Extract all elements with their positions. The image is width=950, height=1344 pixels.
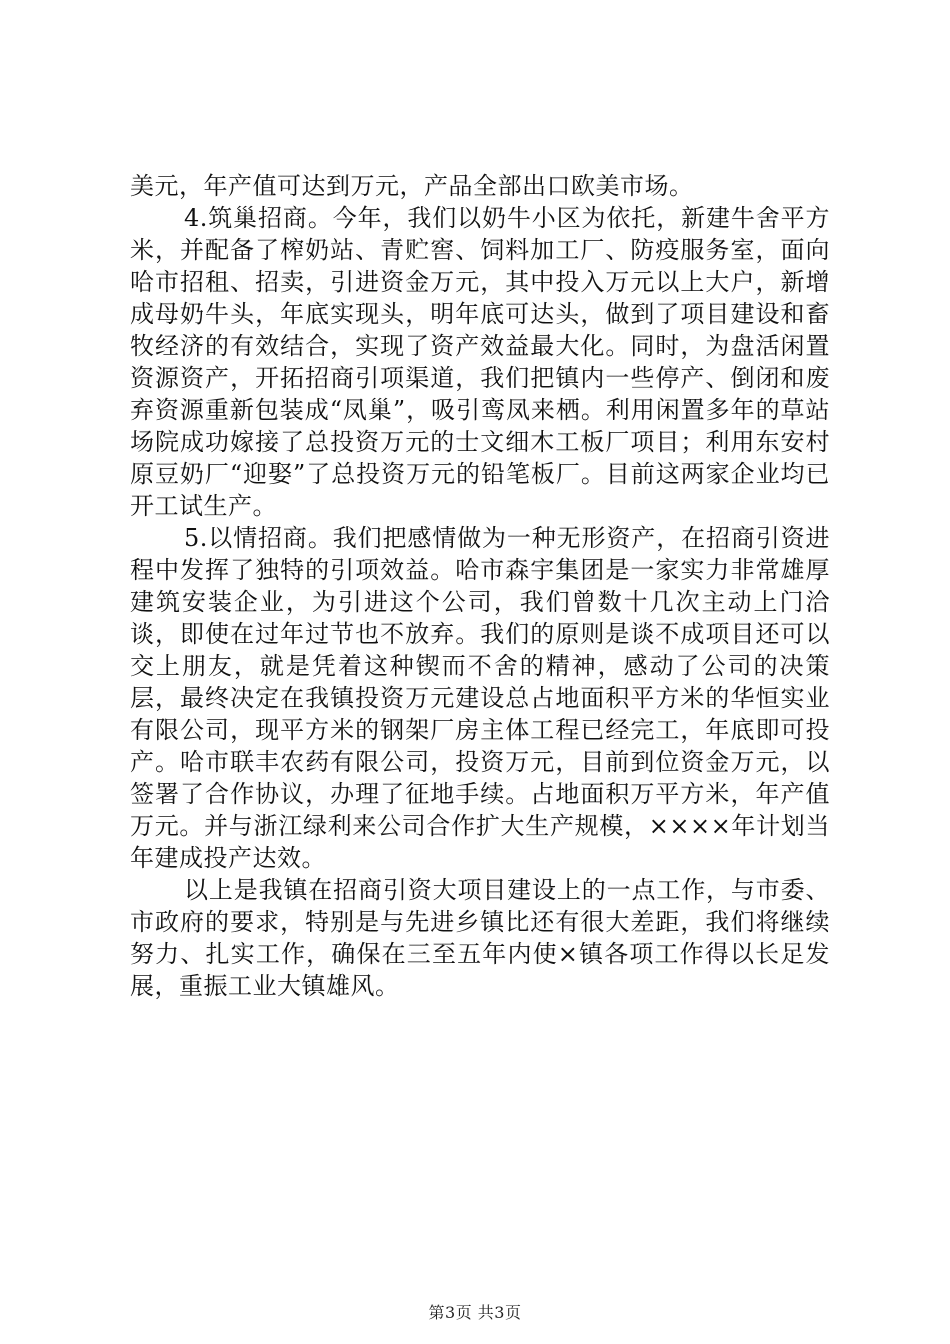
page-footer: 第3页 共3页 xyxy=(428,1303,522,1322)
paragraph-nest-investment: 4.筑巢招商。今年，我们以奶牛小区为依托，新建牛舍平方米，并配备了榨奶站、青贮窖、饲料加工厂、防疫服务室，面向哈市招租、招卖，引进资金万元，其中投入万元以上大户，新增成母奶牛头，年底实现头，明年底可达头，做到了项目建设和畜牧经济的有效结合，实现了资产效益最大化。同时，为盘活闲置资源资产，开拓招商引项渠道，我们把镇内一些停产、倒闭和废弃资源重新包装成“凤巢”，吸引鸾凤来栖。利用闲置多年的草站场院成功嫁接了总投资万元的士文细木工板厂项目；利用东安村原豆奶厂“迎娶”了总投资万元的铅笔板厂。目前这两家企业均已开工试生产。 xyxy=(130,204,830,520)
document-body xyxy=(130,170,830,1002)
paragraph-continuation: 美元，年产值可达到万元，产品全部出口欧美市场。 xyxy=(130,172,694,200)
paragraph-affection-investment: 5.以情招商。我们把感情做为一种无形资产，在招商引资进程中发挥了独特的引项效益。哈市森宇集团是一家实力非常雄厚建筑安装企业，为引进这个公司，我们曾数十几次主动上门洽谈，即使在过年过节也不放弃。我们的原则是谈不成项目还可以交上朋友，就是凭着这种锲而不舍的精神，感动了公司的决策层，最终决定在我镇投资万元建设总占地面积平方米的华恒实业有限公司，现平方米的钢架厂房主体工程已经完工，年底即可投产。哈市联丰农药有限公司，投资万元，目前到位资金万元，以签署了合作协议，办理了征地手续。占地面积万平方米，年产值万元。并与浙江绿利来公司合作扩大生产规模，××××年计划当年建成投产达效。 xyxy=(130,524,830,872)
paragraph-conclusion: 以上是我镇在招商引资大项目建设上的一点工作，与市委、市政府的要求，特别是与先进乡镇比还有很大差距，我们将继续努力、扎实工作，确保在三至五年内使×镇各项工作得以长足发展，重振工业大镇雄风。 xyxy=(130,876,830,1000)
